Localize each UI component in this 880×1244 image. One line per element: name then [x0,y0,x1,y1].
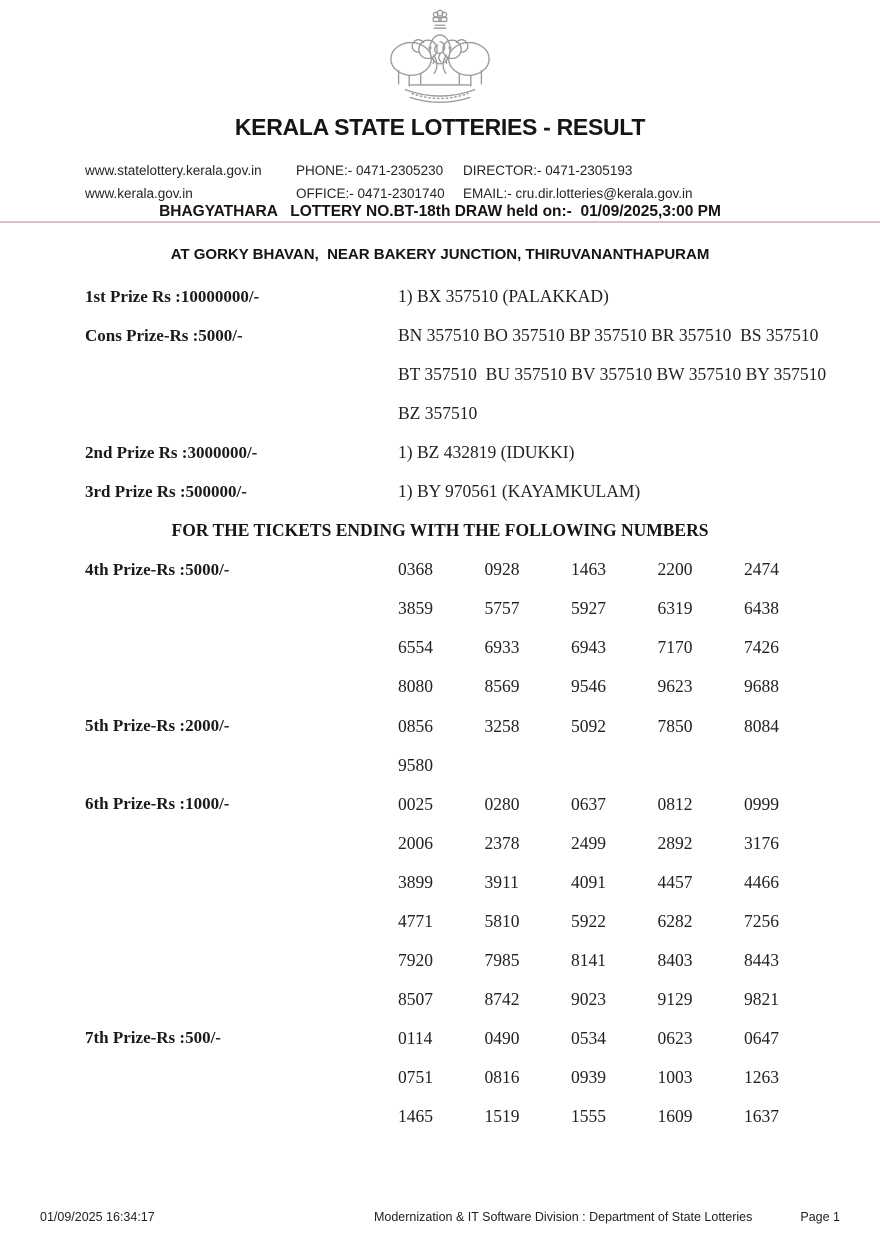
ticket-number: 0534 [571,1027,606,1048]
prize-row [0,1058,880,1097]
ticket-number: 5092 [571,715,606,736]
ticket-number: 0939 [571,1066,606,1087]
ticket-number: 3911 [484,871,519,892]
ticket-number: 3176 [744,832,779,853]
ticket-number: 3258 [484,715,520,736]
kerala-government-emblem-icon [381,6,499,115]
footer-division: Modernization & IT Software Division : Department of State Lotteries [373,1210,753,1224]
prize-row [0,355,880,394]
director-number: DIRECTOR:- 0471-2305193 [463,163,633,178]
winning-ticket-line: BZ 357510 [398,403,478,424]
website-kerala: www.kerala.gov.in [85,186,193,201]
prize-label: Cons Prize-Rs :5000/- [85,325,243,345]
ticket-number-row [398,598,880,619]
ticket-number: 8084 [744,715,779,736]
ticket-number-row [398,1028,880,1049]
prize-row [0,394,880,433]
prize-row [0,980,880,1019]
ticket-number: 7170 [657,637,693,658]
section-note: FOR THE TICKETS ENDING WITH THE FOLLOWING NUMBERS [171,520,709,541]
ticket-number: 8080 [398,676,433,697]
footer-timestamp: 01/09/2025 16:34:17 [40,1210,155,1224]
prize-label: 2nd Prize Rs :3000000/- [85,442,258,462]
ticket-number-row [398,755,880,776]
ticket-number: 6554 [398,637,433,658]
ticket-number: 5922 [571,910,606,931]
prize-row [0,785,880,824]
ticket-number: 4091 [571,871,606,892]
prize-label: 7th Prize-Rs :500/- [85,1028,221,1048]
ticket-number-row [398,716,880,737]
ticket-number-row [398,676,880,697]
ticket-number: 3859 [398,598,433,619]
ticket-number: 1003 [657,1066,693,1087]
page-title: KERALA STATE LOTTERIES - RESULT [234,114,646,140]
ticket-number: 6943 [571,637,606,658]
ticket-number: 0025 [398,793,433,814]
ticket-number: 5810 [484,910,520,931]
ticket-number: 8569 [484,676,520,697]
ticket-number-row [398,989,880,1010]
ticket-number: 0490 [484,1027,520,1048]
ticket-number: 9580 [398,754,433,775]
prize-label: 4th Prize-Rs :5000/- [85,559,230,579]
results-table [0,277,880,1136]
prize-label: 6th Prize-Rs :1000/- [85,794,230,814]
footer-page-number: Page 1 [800,1210,840,1224]
ticket-number-row [398,911,880,932]
ticket-number: 7920 [398,949,433,970]
ticket-number-row [398,872,880,893]
ticket-number: 2378 [484,832,520,853]
ticket-number: 1609 [657,1106,693,1126]
ticket-number: 1555 [571,1106,606,1126]
ticket-number: 7850 [657,715,693,736]
ticket-number: 1519 [484,1106,520,1126]
prize-row [0,941,880,980]
ticket-number: 1463 [571,559,606,580]
winning-ticket-line: 1) BZ 432819 (IDUKKI) [398,442,575,463]
prize-label: 3rd Prize Rs :500000/- [85,481,247,501]
prize-row [0,902,880,941]
ticket-number: 9821 [744,988,779,1009]
ticket-number: 7985 [484,949,520,970]
ticket-number: 4771 [398,910,433,931]
ticket-number: 6438 [744,598,779,619]
prize-row [0,746,880,785]
prize-row [0,1097,880,1136]
ticket-number: 0280 [484,793,520,814]
ticket-number: 6319 [657,598,693,619]
ticket-number: 2200 [657,559,693,580]
prize-row [0,550,880,589]
ticket-number: 0647 [744,1027,779,1048]
ticket-number: 8443 [744,949,779,970]
office-number: OFFICE:- 0471-2301740 [296,186,445,201]
ticket-number: 2499 [571,832,606,853]
draw-headline: BHAGYATHARA LOTTERY NO.BT-18th DRAW held on:- 01/09/2025,3:00 PM [159,203,721,220]
ticket-number: 9623 [657,676,693,697]
ticket-number: 9546 [571,676,606,697]
prize-row [0,667,880,706]
ticket-number-row [398,559,880,580]
prize-row [0,863,880,902]
ticket-number: 0999 [744,793,779,814]
contact-block [85,159,840,205]
prize-row [0,707,880,746]
ticket-number: 0114 [398,1027,433,1048]
ticket-number-row [398,637,880,658]
ticket-number: 0637 [571,793,606,814]
page-footer [40,1210,840,1224]
ticket-number: 0368 [398,559,433,580]
contact-row [85,159,840,182]
ticket-number: 1637 [744,1106,779,1126]
ticket-number-row [398,1067,880,1088]
ticket-number-row [398,794,880,815]
ticket-number: 0751 [398,1066,433,1087]
prize-label: 5th Prize-Rs :2000/- [85,716,230,736]
ticket-number: 0816 [484,1066,520,1087]
ticket-number: 7426 [744,637,779,658]
prize-row [0,1019,880,1058]
prize-row [0,277,880,316]
prize-row [0,433,880,472]
ticket-number: 9023 [571,988,606,1009]
contact-row [85,182,840,205]
website-statelottery: www.statelottery.kerala.gov.in [85,163,262,178]
ticket-number: 0812 [657,793,693,814]
ticket-number: 8141 [571,949,606,970]
prize-row [0,316,880,355]
prize-row [0,824,880,863]
winning-ticket-line: 1) BY 970561 (KAYAMKULAM) [398,481,641,502]
winning-ticket-line: BN 357510 BO 357510 BP 357510 BR 357510 BS 357510 [398,325,819,346]
winning-ticket-line: BT 357510 BU 357510 BV 357510 BW 357510 BY 357510 [398,364,827,385]
draw-venue: AT GORKY BHAVAN, NEAR BAKERY JUNCTION, THIRUVANANTHAPURAM [170,246,710,263]
ticket-number: 1263 [744,1066,779,1087]
phone-number: PHONE:- 0471-2305230 [296,163,444,178]
ticket-number: 5927 [571,598,606,619]
ticket-number: 6933 [484,637,520,658]
ticket-number: 7256 [744,910,779,931]
ticket-number: 2006 [398,832,433,853]
email-address: EMAIL:- cru.dir.lotteries@kerala.gov.in [463,186,693,201]
ticket-number: 1465 [398,1106,433,1126]
ticket-number: 2892 [657,832,693,853]
ticket-number: 0856 [398,715,433,736]
header-divider [0,221,880,223]
ticket-number: 9688 [744,676,779,697]
ticket-number-row [398,950,880,971]
ticket-number: 0623 [657,1027,693,1048]
prize-row [0,472,880,511]
ticket-number: 8507 [398,988,433,1009]
ticket-number: 3899 [398,871,433,892]
ticket-number: 6282 [657,910,693,931]
prize-row [0,589,880,628]
prize-row [0,628,880,667]
ticket-number-row [398,1106,880,1127]
ticket-number: 9129 [657,988,693,1009]
ticket-number: 8742 [484,988,520,1009]
ticket-number: 4457 [657,871,693,892]
winning-ticket-line: 1) BX 357510 (PALAKKAD) [398,286,609,307]
prize-label: 1st Prize Rs :10000000/- [85,286,260,306]
ticket-number: 5757 [484,598,520,619]
ticket-number-row [398,833,880,854]
ticket-number: 8403 [657,949,693,970]
ticket-number: 0928 [484,559,520,580]
ticket-number: 4466 [744,871,779,892]
ticket-number: 2474 [744,559,779,580]
